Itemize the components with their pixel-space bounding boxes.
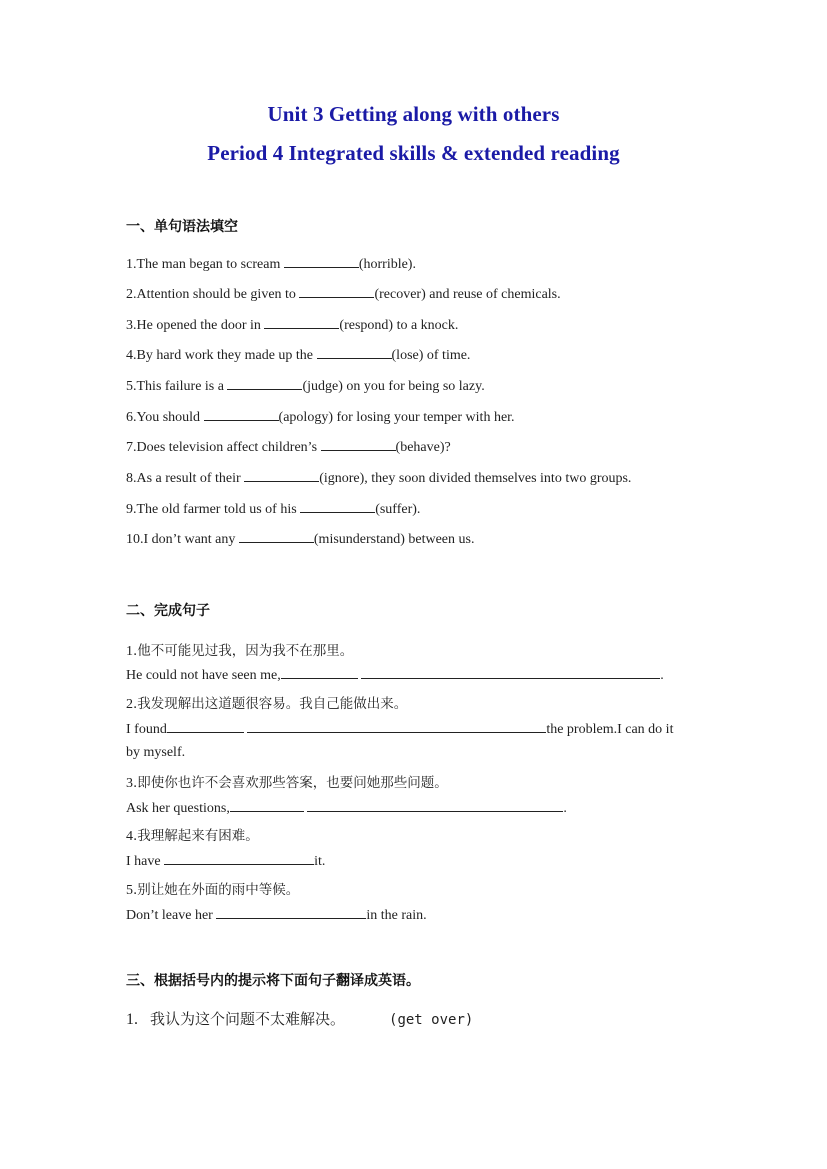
list-item	[126, 878, 299, 899]
item-hint: (behave)?	[395, 440, 451, 455]
answer-blank[interactable]	[317, 346, 392, 359]
list-item	[126, 346, 470, 364]
item-number: 3	[126, 776, 133, 791]
answer-blank[interactable]	[307, 799, 563, 812]
item-number: 1	[126, 257, 133, 272]
list-item	[126, 720, 673, 738]
list-item	[126, 316, 458, 334]
page-subtitle: Period 4 Integrated skills & extended reading	[207, 141, 620, 165]
item-text: .The man began to scream	[133, 257, 284, 272]
section3-heading: 三、根据括号内的提示将下面句子翻译成英语。	[126, 973, 420, 989]
answer-blank[interactable]	[204, 408, 279, 421]
item-english: I found	[126, 722, 167, 737]
item-hint: (apology) for losing your temper with her.	[278, 410, 515, 425]
answer-blank[interactable]	[230, 799, 304, 812]
list-item	[126, 1008, 473, 1029]
item-number: 4	[126, 348, 133, 363]
item-text: .This failure is a	[133, 379, 228, 394]
item-chinese: .我发现解出这道题很容易。我自己能做出来。	[133, 696, 408, 712]
item-text: .He opened the door in	[133, 318, 265, 333]
section1-heading: 一、单句语法填空	[126, 219, 238, 235]
list-item	[126, 666, 664, 684]
list-item	[126, 255, 416, 273]
item-number: 2	[126, 697, 133, 712]
item-chinese: .即使你也许不会喜欢那些答案，也要问她那些问题。	[133, 775, 448, 791]
item-text: .I don’t want any	[140, 532, 239, 547]
item-english: He could not have seen me,	[126, 668, 281, 683]
item-number: 10	[126, 532, 140, 547]
item-chinese: 我认为这个问题不太难解决。	[150, 1010, 346, 1028]
answer-blank[interactable]	[247, 720, 546, 733]
item-number: 5	[126, 379, 133, 394]
item-number: 6	[126, 410, 133, 425]
list-item	[126, 285, 561, 303]
item-english: Don’t leave her	[126, 908, 217, 923]
item-number: 5	[126, 883, 133, 898]
item-hint: (misunderstand) between us.	[313, 532, 475, 547]
item-chinese: .他不可能见过我，因为我不在那里。	[133, 643, 354, 659]
item-hint: (judge) on you for being so lazy.	[302, 379, 485, 394]
item-continuation: by myself.	[126, 745, 186, 760]
item-english-end: .	[660, 668, 664, 683]
list-item	[126, 824, 259, 845]
item-english-end: the problem.I can do it	[546, 722, 674, 737]
item-hint: (suffer).	[375, 502, 421, 517]
list-item	[126, 377, 485, 395]
list-item	[126, 852, 325, 870]
list-item	[126, 906, 427, 924]
list-item	[126, 408, 515, 426]
item-hint: (get over)	[389, 1012, 474, 1028]
list-item	[126, 799, 567, 817]
item-chinese: .别让她在外面的雨中等候。	[133, 882, 300, 898]
section2-heading: 二、完成句子	[126, 603, 210, 619]
item-number: 8	[126, 471, 133, 486]
item-text: .Attention should be given to	[133, 287, 300, 302]
answer-blank[interactable]	[164, 852, 314, 865]
answer-blank[interactable]	[227, 377, 302, 390]
item-number: 2	[126, 287, 133, 302]
item-text: .By hard work they made up the	[133, 348, 317, 363]
answer-blank[interactable]	[167, 720, 244, 733]
item-english: I have	[126, 854, 165, 869]
list-item	[126, 469, 631, 487]
item-hint: (respond) to a knock.	[339, 318, 459, 333]
answer-blank[interactable]	[281, 666, 358, 679]
list-item	[126, 639, 353, 660]
item-english-end: it.	[314, 854, 326, 869]
item-text: .The old farmer told us of his	[133, 502, 301, 517]
page-title: Unit 3 Getting along with others	[267, 102, 560, 126]
item-text: .As a result of their	[133, 471, 245, 486]
item-english-end: .	[563, 801, 567, 816]
answer-blank[interactable]	[361, 666, 660, 679]
item-number: 1	[126, 644, 133, 659]
answer-blank[interactable]	[244, 469, 319, 482]
item-english: Ask her questions,	[126, 801, 230, 816]
item-chinese: .我理解起来有困难。	[133, 828, 259, 844]
answer-blank[interactable]	[300, 500, 375, 513]
list-item	[126, 530, 474, 548]
item-hint: (horrible).	[358, 257, 416, 272]
list-item	[126, 692, 407, 713]
list-item	[126, 771, 448, 792]
list-item	[126, 438, 451, 456]
item-number: 9	[126, 502, 133, 517]
item-hint: (recover) and reuse of chemicals.	[374, 287, 561, 302]
answer-blank[interactable]	[299, 285, 374, 298]
answer-blank[interactable]	[321, 438, 396, 451]
item-number: 1.	[126, 1011, 138, 1028]
item-hint: (lose) of time.	[391, 348, 471, 363]
answer-blank[interactable]	[264, 316, 339, 329]
answer-blank[interactable]	[284, 255, 359, 268]
item-hint: (ignore), they soon divided themselves into two groups.	[319, 471, 632, 486]
item-number: 3	[126, 318, 133, 333]
item-text: .Does television affect children’s	[133, 440, 321, 455]
item-number: 4	[126, 829, 133, 844]
item-text: .You should	[133, 410, 204, 425]
item-number: 7	[126, 440, 133, 455]
answer-blank[interactable]	[239, 530, 314, 543]
answer-blank[interactable]	[216, 906, 366, 919]
list-item	[126, 500, 420, 518]
item-english-end: in the rain.	[366, 908, 427, 923]
